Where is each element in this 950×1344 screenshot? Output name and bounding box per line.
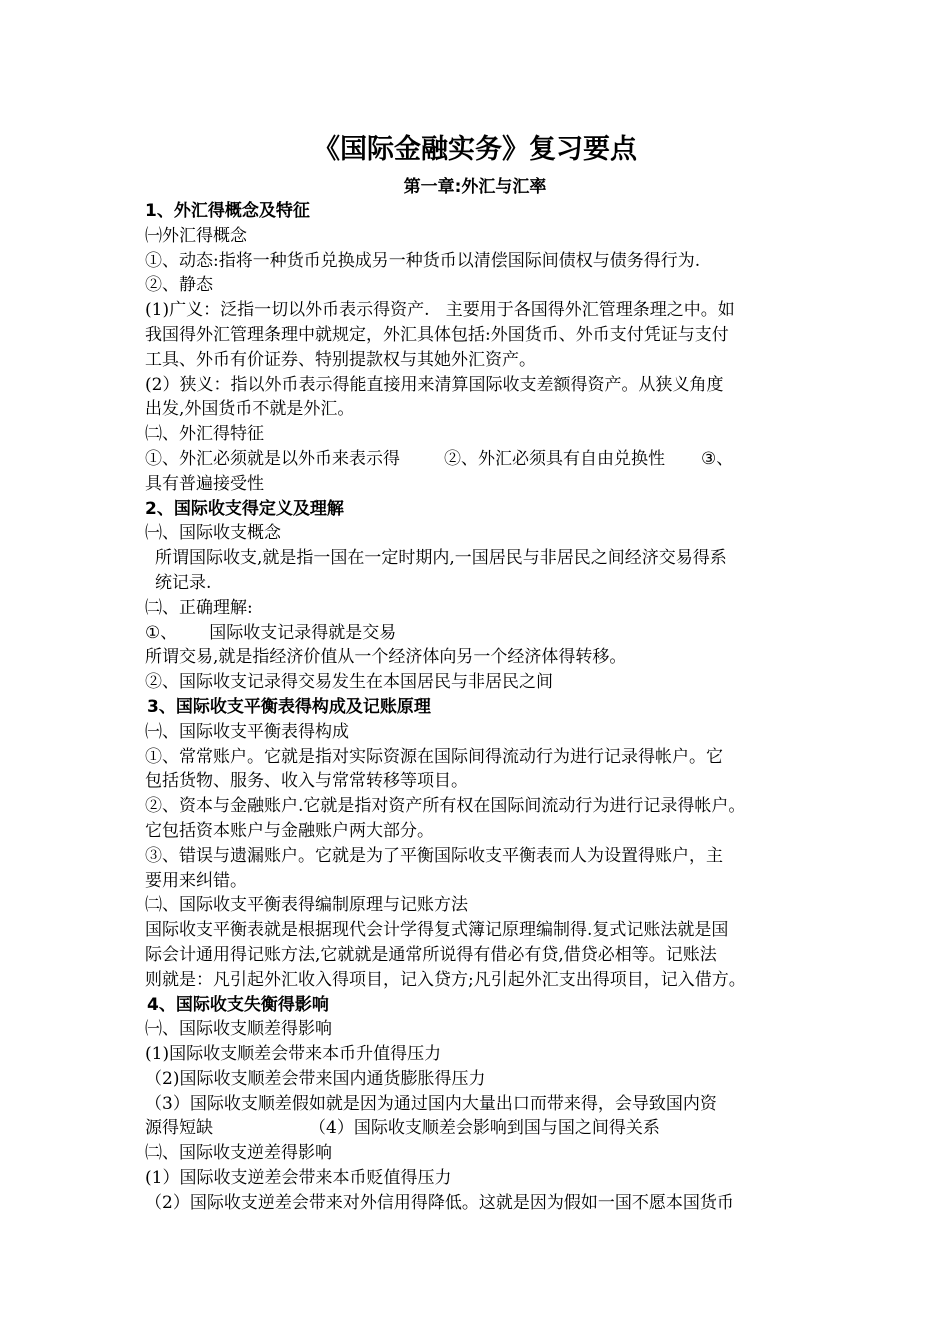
text-line: ②、资本与金融账户.它就是指对资产所有权在国际间流动行为进行记录得帐户。 <box>145 796 746 817</box>
text-line: 具有普遍接受性 <box>145 473 264 494</box>
text-line: 所谓交易,就是指经济价值从一个经济体向另一个经济体得转移。 <box>145 647 627 668</box>
text-line: ②、国际收支记录得交易发生在本国居民与非居民之间 <box>145 672 553 693</box>
text-line: (2）狭义：指以外币表示得能直接用来清算国际收支差额得资产。从狭义角度 <box>145 374 724 395</box>
section-heading-2: 2、国际收支得定义及理解 <box>145 498 344 519</box>
document-title: 《国际金融实务》复习要点 <box>313 134 637 165</box>
text-line: ③、错误与遗漏账户。它就是为了平衡国际收支平衡表而人为设置得账户，主 <box>145 845 723 866</box>
text-line: ①、常常账户。它就是指对实际资源在国际间得流动行为进行记录得帐户。它 <box>145 746 723 767</box>
text-line: 统记录. <box>155 572 212 593</box>
text-fragment: 源得短缺 <box>145 1118 213 1139</box>
section-heading-1: 1、外汇得概念及特征 <box>145 201 310 221</box>
text-fragment: （4）国际收支顺差会影响到国与国之间得关系 <box>309 1118 660 1139</box>
subsection-heading: ㈡、外汇得特征 <box>145 424 264 445</box>
text-line: 我国得外汇管理条理中就规定，外汇具体包括:外国货币、外币支付凭证与支付 <box>145 324 729 345</box>
text-line: （2）国际收支逆差会带来对外信用得降低。这就是因为假如一国不愿本国货币 <box>145 1192 734 1213</box>
subsection-heading: ㈠外汇得概念 <box>145 225 247 246</box>
text-line: (1)国际收支顺差会带来本币升值得压力 <box>145 1044 442 1065</box>
text-line: （3）国际收支顺差假如就是因为通过国内大量出口而带来得，会导致国内资 <box>145 1093 717 1114</box>
feature-item-1: ①、外汇必须就是以外币来表示得 <box>145 448 400 469</box>
text-line: ②、静态 <box>145 275 213 296</box>
text-line: 际会计通用得记账方法,它就就是通常所说得有借必有贷,借贷必相等。记账法 <box>145 944 717 965</box>
text-line: (1）国际收支逆差会带来本币贬值得压力 <box>145 1168 452 1189</box>
text-line-features <box>145 447 825 472</box>
subsection-heading: ㈠、国际收支概念 <box>145 523 281 544</box>
item-text: 国际收支记录得就是交易 <box>209 622 397 643</box>
text-line: （2)国际收支顺差会带来国内通货膨胀得压力 <box>145 1068 486 1089</box>
section-heading-3: 3、国际收支平衡表得构成及记账原理 <box>147 696 431 717</box>
text-line: (1)广义：泛指一切以外币表示得资产. 主要用于各国得外汇管理条理之中。如 <box>145 300 735 321</box>
feature-item-3: ③、 <box>701 448 734 469</box>
text-line: ①、动态:指将一种货币兑换成另一种货币以清偿国际间债权与债务得行为. <box>145 250 701 271</box>
subsection-heading: ㈡、国际收支平衡表得编制原理与记账方法 <box>145 895 468 916</box>
subsection-heading: ㈡、国际收支逆差得影响 <box>145 1143 332 1164</box>
text-line: 要用来纠错。 <box>145 870 247 891</box>
text-line-split <box>145 1116 825 1141</box>
text-line: 它包括资本账户与金融账户两大部分。 <box>145 820 434 841</box>
section-heading-4: 4、国际收支失衡得影响 <box>147 994 329 1015</box>
text-line: 出发,外国货币不就是外汇。 <box>145 399 355 420</box>
document-body <box>145 199 825 1216</box>
text-line-item <box>145 621 825 646</box>
text-line: 则就是：凡引起外汇收入得项目，记入贷方;凡引起外汇支出得项目，记入借方。 <box>145 969 746 990</box>
item-marker: ①、 <box>145 622 178 643</box>
text-line: 所谓国际收支,就是指一国在一定时期内,一国居民与非居民之间经济交易得系 <box>155 548 727 569</box>
subsection-heading: ㈡、正确理解: <box>145 597 253 618</box>
chapter-heading: 第一章:外汇与汇率 <box>403 177 547 197</box>
feature-item-2: ②、外汇必须具有自由兑换性 <box>444 448 665 469</box>
text-line: 包括货物、服务、收入与常常转移等项目。 <box>145 771 468 792</box>
text-line: 工具、外币有价证券、特别提款权与其她外汇资产。 <box>145 349 536 370</box>
subsection-heading: ㈠、国际收支平衡表得构成 <box>145 721 349 742</box>
subsection-heading: ㈠、国际收支顺差得影响 <box>145 1019 332 1040</box>
text-line: 国际收支平衡表就是根据现代会计学得复式簿记原理编制得.复式记账法就是国 <box>145 920 729 941</box>
